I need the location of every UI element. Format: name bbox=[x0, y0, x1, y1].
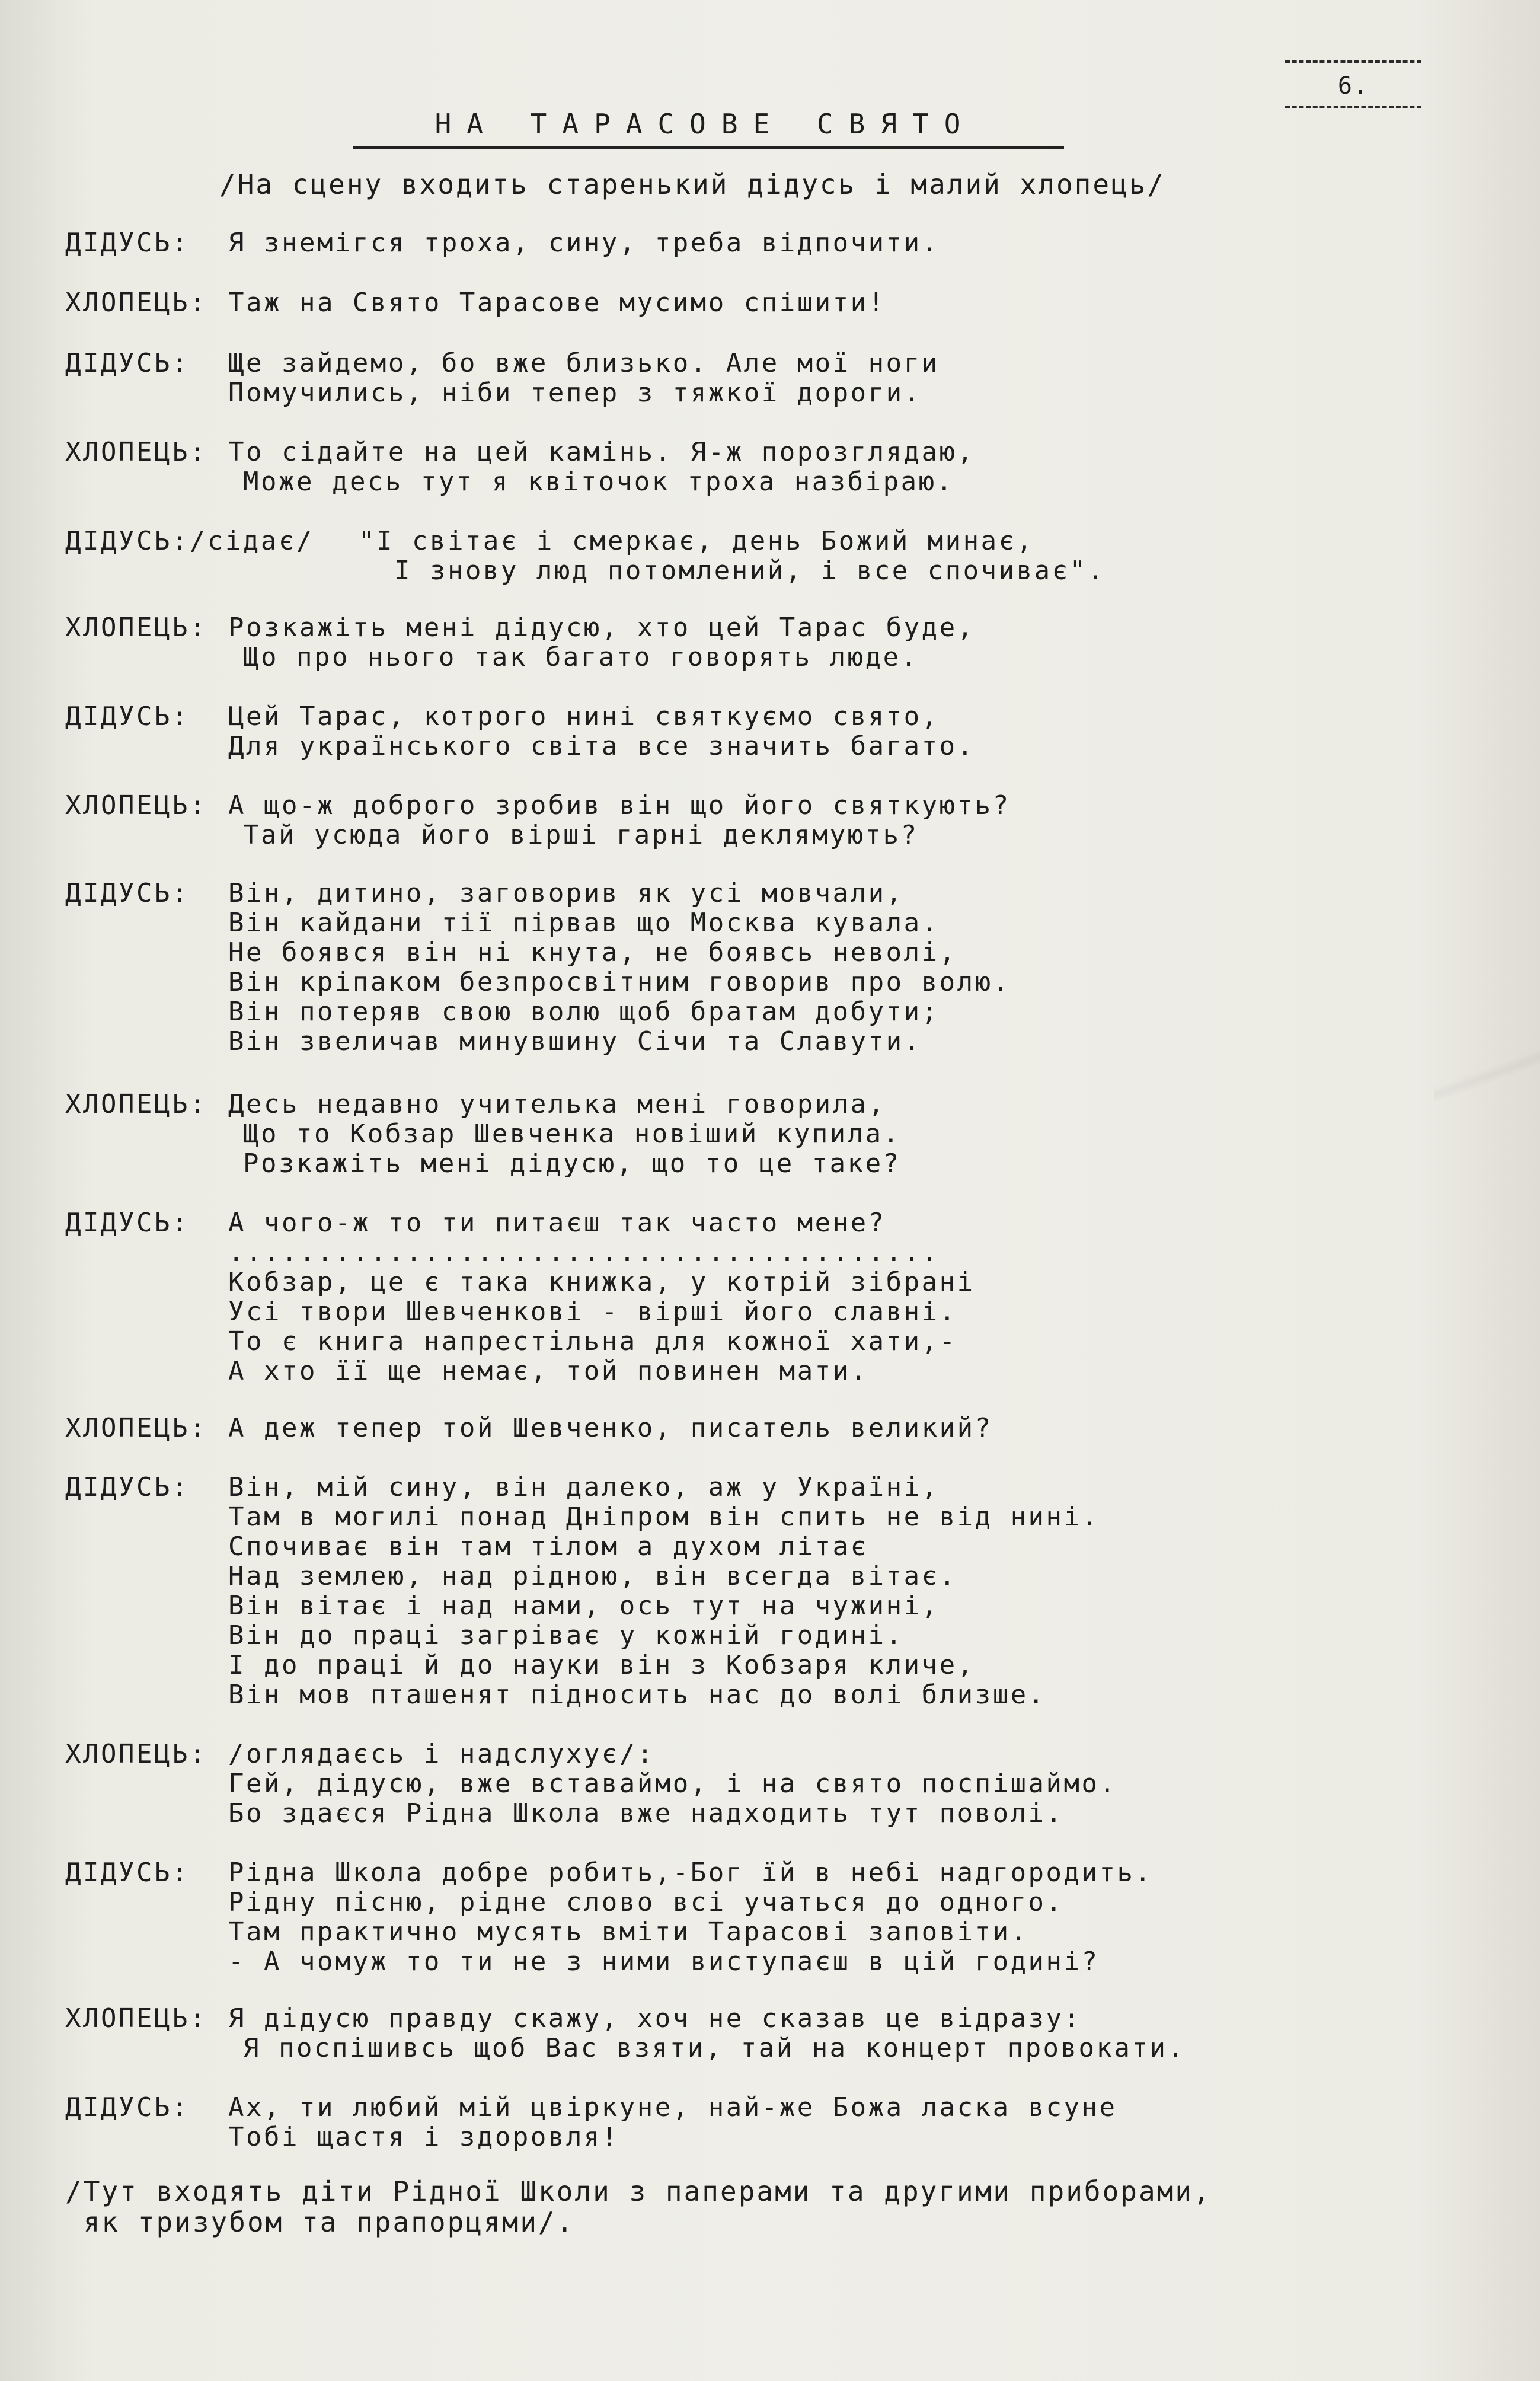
dialogue-line: Гей, дідусю, вже вставаймо, і на свято поспішаймо. bbox=[228, 1769, 1117, 1799]
dialogue-line: Ще зайдемо, бо вже близько. Але мої ноги bbox=[228, 348, 940, 378]
dialogue-line: А що-ж доброго зробив він що його святкують? bbox=[228, 790, 1011, 821]
dialogue-line: Помучились, ніби тепер з тяжкої дороги. bbox=[228, 378, 922, 408]
dialogue-line: Я поспішивсь щоб Вас взяти, тай на концерт провокати. bbox=[243, 2033, 1186, 2063]
dialogue-line: Він мов пташенят підносить нас до волі близше. bbox=[228, 1680, 1046, 1710]
dialogue-line: Бо здаєся Рідна Школа вже надходить тут поволі. bbox=[228, 1798, 1064, 1828]
dialogue-line: Що то Кобзар Шевченка новіший купила. bbox=[243, 1119, 901, 1149]
paper-crease bbox=[1434, 1008, 1540, 1144]
dialogue-line: Над землею, над рідною, він всегда вітає. bbox=[228, 1561, 957, 1591]
speaker-label: ХЛОПЕЦЬ: bbox=[65, 1089, 207, 1119]
speaker-label: ДІДУСЬ: bbox=[65, 348, 190, 378]
speaker-label: ХЛОПЕЦЬ: bbox=[65, 612, 207, 643]
dialogue-line: ........................................ bbox=[228, 1237, 940, 1268]
dialogue-line: Ах, ти любий мій цвіркуне, най-же Божа ласка всуне bbox=[228, 2092, 1117, 2123]
speaker-label: ХЛОПЕЦЬ: bbox=[65, 437, 207, 467]
dialogue-line: А хто її ще немає, той повинен мати. bbox=[228, 1356, 868, 1386]
dialogue-line: Він, мій сину, він далеко, аж у Україні, bbox=[228, 1472, 940, 1502]
dialogue-line: І знову люд потомлений, і все спочиває". bbox=[359, 556, 1106, 586]
dialogue-line: Там в могилі понад Дніпром він спить не від нині. bbox=[228, 1502, 1100, 1532]
dialogue-line: Для українського світа все значить багато. bbox=[228, 731, 975, 761]
dialogue-line: Я дідусю правду скажу, хоч не сказав це відразу: bbox=[228, 2003, 1082, 2034]
stage-direction-close: /Тут входять діти Рідної Школи з паперами та другими приборами, як тризубом та прапорцями/. bbox=[65, 2175, 1212, 2238]
speaker-label: ХЛОПЕЦЬ: bbox=[65, 1739, 207, 1769]
dialogue-line: І до праці й до науки він з Кобзаря кличе, bbox=[228, 1650, 975, 1680]
page-title: НА ТАРАСОВЕ СВЯТО bbox=[434, 108, 976, 140]
dialogue-line: Він до праці загріває у кожній годині. bbox=[228, 1620, 904, 1651]
dialogue-line: Він кайдани тії пірвав що Москва кувала. bbox=[228, 908, 940, 938]
dialogue-line: Він, дитино, заговорив як усі мовчали, bbox=[228, 878, 904, 908]
dialogue-line: Не боявся він ні кнута, не боявсь неволі, bbox=[228, 937, 957, 968]
speaker-label: ДІДУСЬ: bbox=[65, 878, 190, 908]
dialogue-line: Що про нього так багато говорять люде. bbox=[243, 642, 919, 672]
speaker-label: ДІДУСЬ: bbox=[65, 701, 190, 732]
dialogue-line: Кобзар, це є така книжка, у котрій зібрані bbox=[228, 1267, 975, 1297]
dialogue-line: Він вітає і над нами, ось тут на чужині, bbox=[228, 1591, 940, 1621]
speaker-label: ХЛОПЕЦЬ: bbox=[65, 288, 207, 318]
speaker-label: ДІДУСЬ:/сідає/ bbox=[65, 526, 314, 556]
dialogue-line: То є книга напрестільна для кожної хати,- bbox=[228, 1326, 957, 1357]
speaker-label: ДІДУСЬ: bbox=[65, 1472, 190, 1502]
dialogue-line: Він кріпаком безпросвітним говорив про волю. bbox=[228, 967, 1011, 997]
dialogue-line: Усі твори Шевченкові - вірші його славні. bbox=[228, 1297, 957, 1327]
dialogue-line: Розкажіть мені дідусю, що то це таке? bbox=[243, 1148, 901, 1179]
dialogue-line: Він звеличав минувшину Січи та Славути. bbox=[228, 1026, 922, 1057]
dialogue-line: Тай усюда його вірші гарні деклямують? bbox=[243, 820, 919, 850]
dialogue-line: Десь недавно учителька мені говорила, bbox=[228, 1089, 886, 1119]
dialogue-line: Цей Тарас, котрого нині святкуємо свято, bbox=[228, 701, 940, 732]
dialogue-line: А деж тепер той Шевченко, писатель великий? bbox=[228, 1413, 993, 1443]
dialogue-line: - А чомуж то ти не з ними виступаєш в цій годині? bbox=[228, 1946, 1100, 1977]
title-underline bbox=[353, 146, 1064, 149]
speaker-label: ДІДУСЬ: bbox=[65, 1208, 190, 1238]
page-number-top-rule bbox=[1285, 60, 1421, 63]
dialogue-line: Спочиває він там тілом а духом літає bbox=[228, 1531, 868, 1562]
dialogue-line: /оглядаєсь і надслухує/: bbox=[228, 1739, 655, 1769]
page-number-bottom-rule bbox=[1285, 106, 1421, 108]
dialogue-line: Розкажіть мені дідусю, хто цей Тарас буде, bbox=[228, 612, 975, 643]
dialogue-line: А чого-ж то ти питаєш так часто мене? bbox=[228, 1208, 886, 1238]
dialogue-line: Я знемігся троха, сину, треба відпочити. bbox=[228, 228, 940, 258]
stage-direction-open: /На сцену входить старенький дідусь і малий хлопець/ bbox=[219, 168, 1166, 200]
dialogue-line: "І світає і смеркає, день Божий минає, bbox=[359, 526, 1034, 556]
dialogue-line: Таж на Свято Тарасове мусимо спішити! bbox=[228, 288, 886, 318]
speaker-label: ДІДУСЬ: bbox=[65, 2092, 190, 2123]
page-number-block bbox=[1285, 59, 1421, 113]
dialogue-line: Тобі щастя і здоровля! bbox=[228, 2122, 619, 2152]
dialogue-line: Рідна Школа добре робить,-Бог їй в небі надгородить. bbox=[228, 1857, 1153, 1888]
dialogue-line: Рідну пісню, рідне слово всі учаться до одного. bbox=[228, 1887, 1064, 1917]
dialogue-line: Там практично мусять вміти Тарасові заповіти. bbox=[228, 1917, 1028, 1947]
speaker-label: ХЛОПЕЦЬ: bbox=[65, 1413, 207, 1443]
dialogue-line: То сідайте на цей камінь. Я-ж порозглядаю, bbox=[228, 437, 975, 467]
page-number: 6. bbox=[1337, 72, 1369, 100]
dialogue-line: Він потеряв свою волю щоб братам добути; bbox=[228, 997, 940, 1027]
dialogue-line: Може десь тут я квіточок троха назбіраю. bbox=[243, 467, 954, 497]
speaker-label: ХЛОПЕЦЬ: bbox=[65, 2003, 207, 2034]
speaker-label: ХЛОПЕЦЬ: bbox=[65, 790, 207, 821]
speaker-label: ДІДУСЬ: bbox=[65, 228, 190, 258]
speaker-label: ДІДУСЬ: bbox=[65, 1857, 190, 1888]
